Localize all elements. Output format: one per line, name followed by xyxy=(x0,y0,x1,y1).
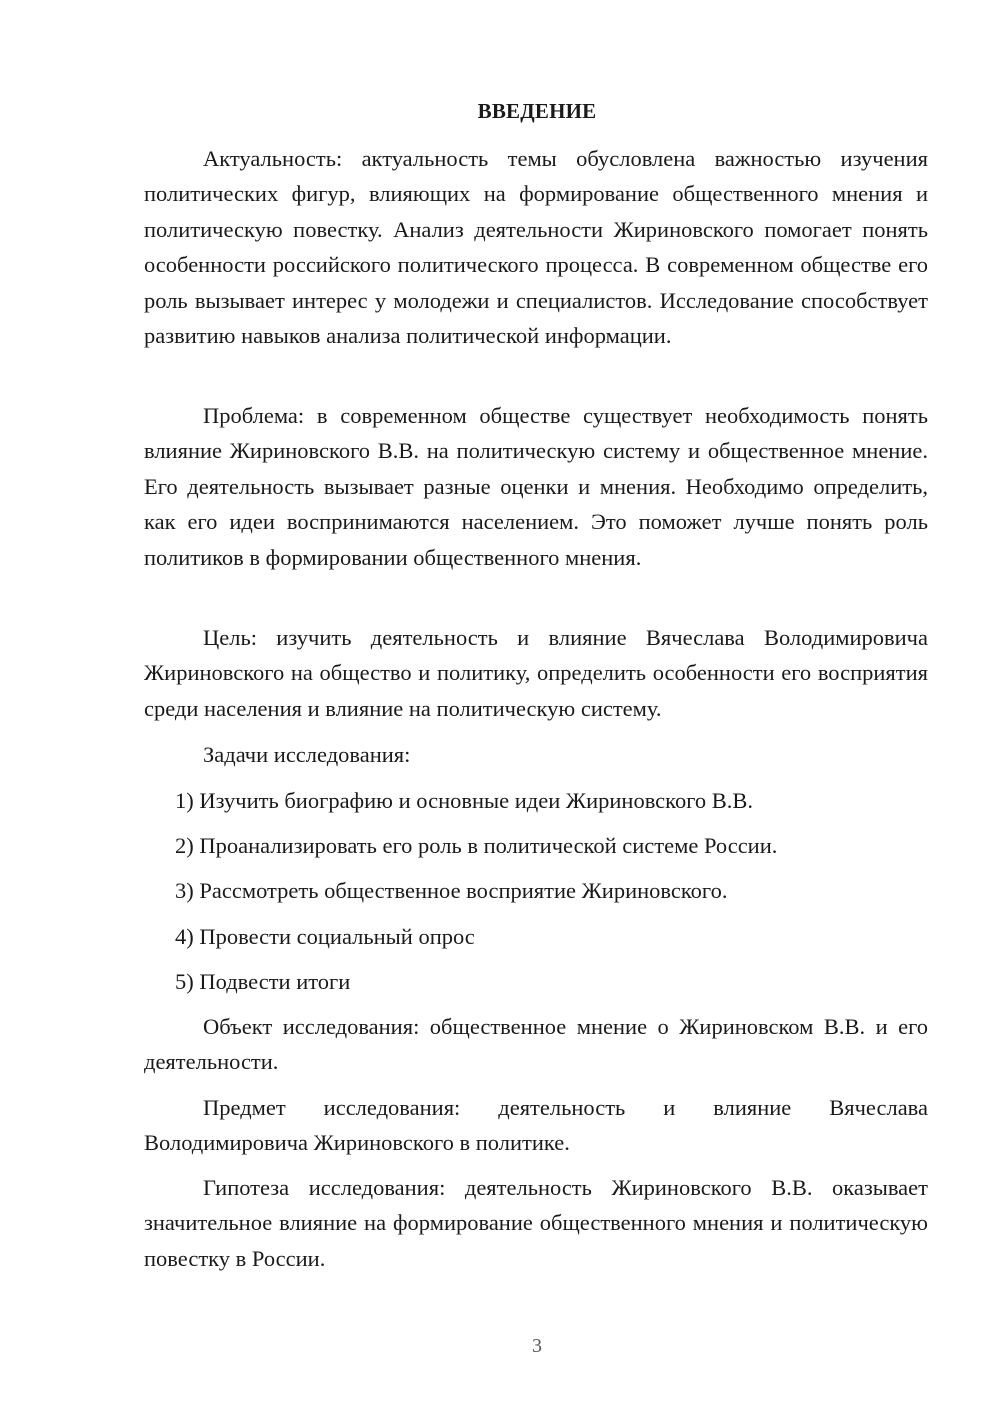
list-item: 2) Проанализировать его роль в политической системе России. xyxy=(175,833,778,858)
section-heading: ВВЕДЕНИЕ xyxy=(477,99,597,123)
list-item: 3) Рассмотреть общественное восприятие Жириновского. xyxy=(175,878,728,903)
paragraph-problem: Проблема: в современном обществе существует необходимость понять влияние Жириновского В.В. на политическую систему и общественное мнение. Его деятельность вызывает разные оценки и мнения. Необходимо определить, как его идеи воспринимаются населением. Это поможет лучше понять роль политиков в формировании общественного мнения. xyxy=(144,403,928,570)
paragraph-object: Объект исследования: общественное мнение о Жириновском В.В. и его деятельности. xyxy=(144,1014,928,1075)
list-item: 5) Подвести итоги xyxy=(175,969,351,994)
paragraph-hypothesis: Гипотеза исследования: деятельность Жириновского В.В. оказывает значительное влияние на формирование общественного мнения и политическую повестку в России. xyxy=(144,1175,928,1271)
paragraph-goal: Цель: изучить деятельность и влияние Вячеслава Володимировича Жириновского на общество и политику, определить особенности его восприятия среди населения и влияние на политическую систему. xyxy=(144,625,928,721)
paragraph-subject: Предмет исследования: деятельность и влияние Вячеслава Володимировича Жириновского в политике. xyxy=(144,1095,928,1156)
list-item: 4) Провести социальный опрос xyxy=(175,924,475,949)
list-item: 1) Изучить биографию и основные идеи Жириновского В.В. xyxy=(175,788,754,813)
page-number: 3 xyxy=(532,1335,542,1357)
paragraph-tasks-intro: Задачи исследования: xyxy=(203,742,411,767)
paragraph-relevance: Актуальность: актуальность темы обусловлена важностью изучения политических фигур, влияющих на формирование общественного мнения и политическую повестку. Анализ деятельности Жириновского помогает понять особенности российского политического процесса. В современном обществе его роль вызывает интерес у молодежи и специалистов. Исследование способствует развитию навыков анализа политической информации. xyxy=(144,146,928,349)
